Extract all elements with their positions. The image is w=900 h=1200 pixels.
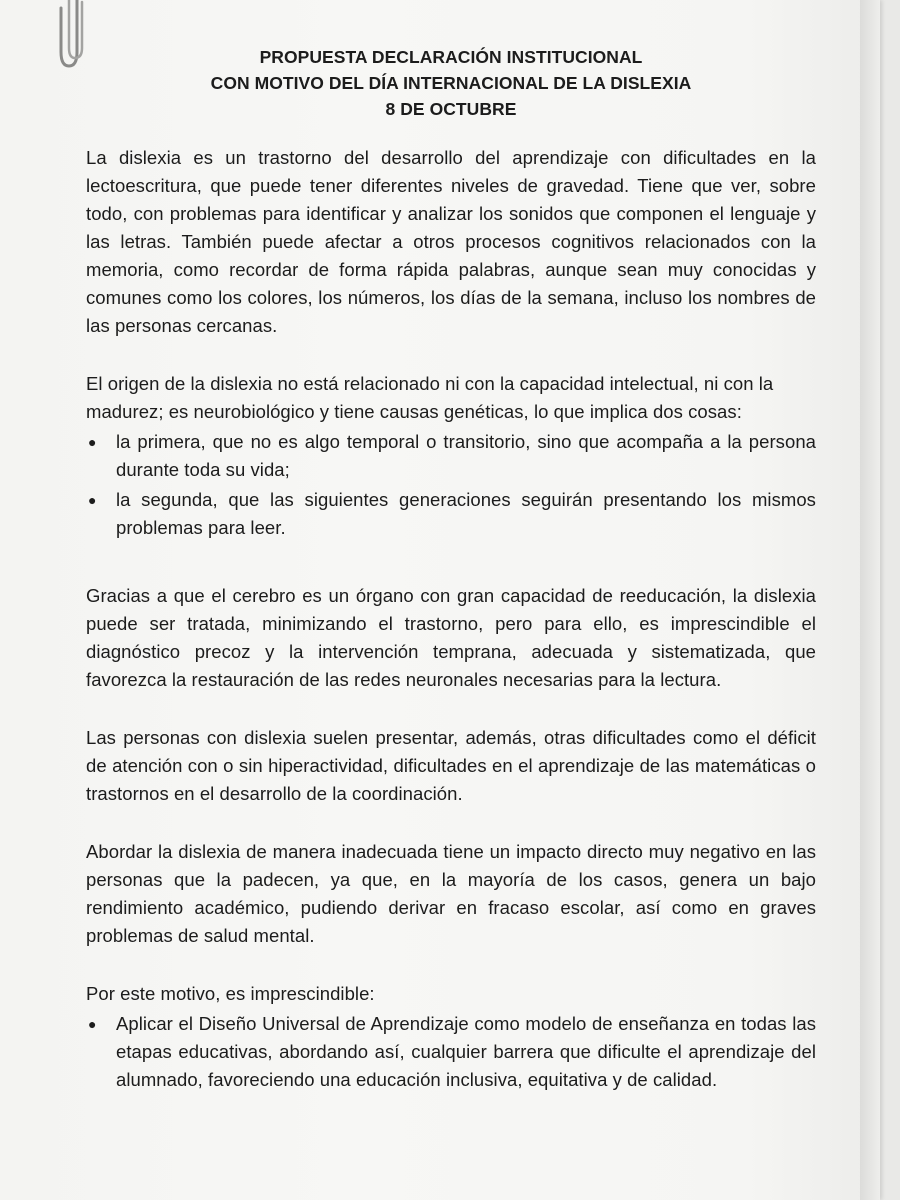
paragraph-measures-intro: Por este motivo, es imprescindible:: [86, 983, 375, 1004]
bullet-icon: ●: [88, 434, 97, 450]
page-edge: [860, 0, 880, 1200]
title-line-1: PROPUESTA DECLARACIÓN INSTITUCIONAL: [259, 47, 643, 67]
measures-bullet-list: [86, 1010, 816, 1094]
list-item: [86, 1010, 816, 1094]
paragraph-comorbidities: Las personas con dislexia suelen presentar, además, otras dificultades como el déficit de atención con o sin hiperactividad, dificultades en el aprendizaje de las matemáticas o trastornos en el desarrollo de la coordinación.: [86, 727, 816, 804]
document-title: [86, 44, 816, 122]
list-item-text: Aplicar el Diseño Universal de Aprendizaje como modelo de enseñanza en todas las etapas educativas, abordando así, cualquier barrera que dificulte el aprendizaje del alumnado, favoreciendo una educación inclusiva, equitativa y de calidad.: [116, 1013, 816, 1090]
bullet-icon: ●: [88, 1016, 97, 1032]
title-line-3: 8 DE OCTUBRE: [385, 99, 517, 119]
origin-bullet-list: [86, 428, 816, 542]
list-item-text: la segunda, que las siguientes generaciones seguirán presentando los mismos problemas para leer.: [116, 489, 816, 538]
bullet-icon: ●: [88, 492, 97, 508]
document-body: [86, 44, 816, 1124]
list-item-text: la primera, que no es algo temporal o transitorio, sino que acompaña a la persona durante toda su vida;: [116, 431, 816, 480]
paragraph-origin: El origen de la dislexia no está relacionado ni con la capacidad intelectual, ni con la madurez; es neurobiológico y tiene causas genéticas, lo que implica dos cosas:: [86, 373, 774, 422]
list-item: [86, 486, 816, 542]
title-line-2: CON MOTIVO DEL DÍA INTERNACIONAL DE LA DISLEXIA: [210, 73, 692, 93]
list-item: [86, 428, 816, 484]
paragraph-definition: La dislexia es un trastorno del desarrollo del aprendizaje con dificultades en la lectoescritura, que puede tener diferentes niveles de gravedad. Tiene que ver, sobre todo, con problemas para identificar y analizar los sonidos que componen el lenguaje y las letras. También puede afectar a otros procesos cognitivos relacionados con la memoria, como recordar de forma rápida palabras, aunque sean muy conocidas y comunes como los colores, los números, los días de la semana, incluso los nombres de las personas cercanas.: [86, 147, 816, 336]
paragraph-impact: Abordar la dislexia de manera inadecuada tiene un impacto directo muy negativo en las personas que la padecen, ya que, en la mayoría de los casos, genera un bajo rendimiento académico, pudiendo derivar en fracaso escolar, así como en graves problemas de salud mental.: [86, 841, 816, 946]
paragraph-treatment: Gracias a que el cerebro es un órgano con gran capacidad de reeducación, la dislexia puede ser tratada, minimizando el trastorno, pero para ello, es imprescindible el diagnóstico precoz y la intervención temprana, adecuada y sistematizada, que favorezca la restauración de las redes neuronales necesarias para la lectura.: [86, 585, 816, 690]
